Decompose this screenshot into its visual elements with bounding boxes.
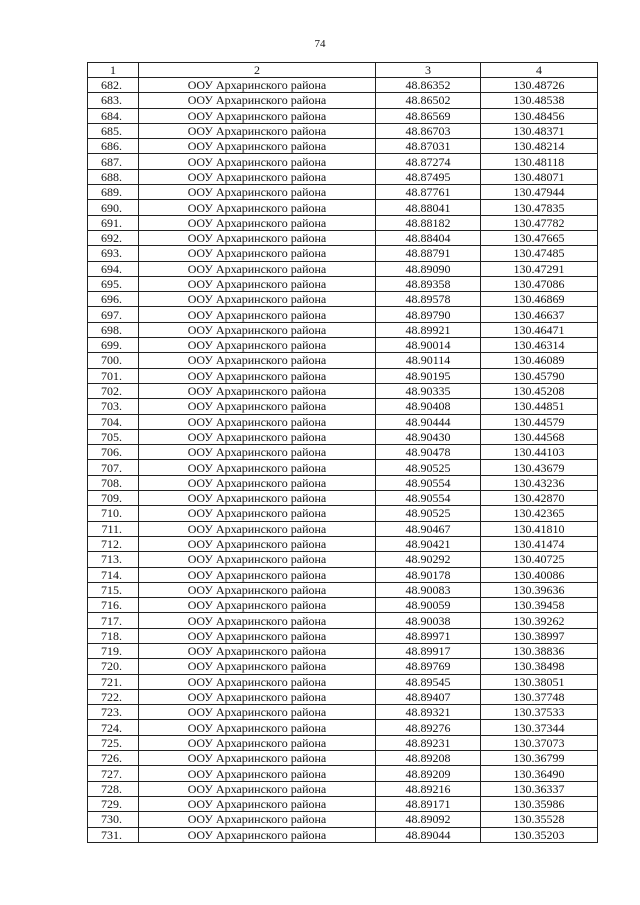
- row-number: 691.: [88, 215, 139, 230]
- object-name: ООУ Архаринского района: [139, 552, 376, 567]
- longitude-value: 130.42870: [481, 491, 598, 506]
- longitude-value: 130.38051: [481, 674, 598, 689]
- table-row: [88, 781, 598, 796]
- table-row: [88, 185, 598, 200]
- longitude-value: 130.44579: [481, 414, 598, 429]
- row-number: 698.: [88, 322, 139, 337]
- table-row: [88, 246, 598, 261]
- row-number: 696.: [88, 292, 139, 307]
- table-row: [88, 230, 598, 245]
- table-row: [88, 796, 598, 811]
- table-row: [88, 766, 598, 781]
- longitude-value: 130.36490: [481, 766, 598, 781]
- row-number: 728.: [88, 781, 139, 796]
- table-row: [88, 582, 598, 597]
- row-number: 705.: [88, 429, 139, 444]
- latitude-value: 48.87761: [376, 185, 481, 200]
- object-name: ООУ Архаринского района: [139, 108, 376, 123]
- row-number: 708.: [88, 475, 139, 490]
- table-row: [88, 368, 598, 383]
- table-row: [88, 353, 598, 368]
- longitude-value: 130.37748: [481, 689, 598, 704]
- longitude-value: 130.48371: [481, 123, 598, 138]
- object-name: ООУ Архаринского района: [139, 506, 376, 521]
- longitude-value: 130.36337: [481, 781, 598, 796]
- object-name: ООУ Архаринского района: [139, 93, 376, 108]
- row-number: 682.: [88, 78, 139, 93]
- object-name: ООУ Архаринского района: [139, 582, 376, 597]
- object-name: ООУ Архаринского района: [139, 659, 376, 674]
- latitude-value: 48.89092: [376, 812, 481, 827]
- latitude-value: 48.88041: [376, 200, 481, 215]
- longitude-value: 130.39262: [481, 613, 598, 628]
- latitude-value: 48.86502: [376, 93, 481, 108]
- row-number: 725.: [88, 735, 139, 750]
- latitude-value: 48.90478: [376, 445, 481, 460]
- row-number: 715.: [88, 582, 139, 597]
- table-row: [88, 169, 598, 184]
- table-row: [88, 812, 598, 827]
- longitude-value: 130.44851: [481, 399, 598, 414]
- table-row: [88, 261, 598, 276]
- object-name: ООУ Архаринского района: [139, 827, 376, 842]
- row-number: 730.: [88, 812, 139, 827]
- longitude-value: 130.40086: [481, 567, 598, 582]
- latitude-value: 48.89044: [376, 827, 481, 842]
- latitude-value: 48.90525: [376, 460, 481, 475]
- object-name: ООУ Архаринского района: [139, 689, 376, 704]
- latitude-value: 48.88791: [376, 246, 481, 261]
- table-row: [88, 399, 598, 414]
- object-name: ООУ Архаринского района: [139, 491, 376, 506]
- object-name: ООУ Архаринского района: [139, 445, 376, 460]
- latitude-value: 48.90335: [376, 383, 481, 398]
- row-number: 690.: [88, 200, 139, 215]
- table-row: [88, 200, 598, 215]
- row-number: 702.: [88, 383, 139, 398]
- row-number: 685.: [88, 123, 139, 138]
- object-name: ООУ Архаринского района: [139, 766, 376, 781]
- object-name: ООУ Архаринского района: [139, 674, 376, 689]
- table-row: [88, 338, 598, 353]
- column-header-2: 2: [139, 63, 376, 78]
- table-row: [88, 154, 598, 169]
- longitude-value: 130.39458: [481, 598, 598, 613]
- longitude-value: 130.38836: [481, 643, 598, 658]
- object-name: ООУ Архаринского района: [139, 796, 376, 811]
- longitude-value: 130.47782: [481, 215, 598, 230]
- row-number: 701.: [88, 368, 139, 383]
- row-number: 723.: [88, 705, 139, 720]
- table-row: [88, 643, 598, 658]
- object-name: ООУ Архаринского района: [139, 338, 376, 353]
- row-number: 713.: [88, 552, 139, 567]
- table-row: [88, 720, 598, 735]
- latitude-value: 48.86703: [376, 123, 481, 138]
- row-number: 724.: [88, 720, 139, 735]
- latitude-value: 48.89216: [376, 781, 481, 796]
- row-number: 692.: [88, 230, 139, 245]
- object-name: ООУ Архаринского района: [139, 643, 376, 658]
- row-number: 699.: [88, 338, 139, 353]
- row-number: 704.: [88, 414, 139, 429]
- row-number: 693.: [88, 246, 139, 261]
- column-header-3: 3: [376, 63, 481, 78]
- table-row: [88, 475, 598, 490]
- latitude-value: 48.90038: [376, 613, 481, 628]
- longitude-value: 130.45208: [481, 383, 598, 398]
- row-number: 710.: [88, 506, 139, 521]
- row-number: 706.: [88, 445, 139, 460]
- object-name: ООУ Архаринского района: [139, 705, 376, 720]
- longitude-value: 130.45790: [481, 368, 598, 383]
- table-row: [88, 659, 598, 674]
- longitude-value: 130.43236: [481, 475, 598, 490]
- longitude-value: 130.43679: [481, 460, 598, 475]
- latitude-value: 48.89545: [376, 674, 481, 689]
- latitude-value: 48.90292: [376, 552, 481, 567]
- object-name: ООУ Архаринского района: [139, 399, 376, 414]
- object-name: ООУ Архаринского района: [139, 368, 376, 383]
- page-number: 74: [314, 38, 326, 50]
- row-number: 686.: [88, 139, 139, 154]
- longitude-value: 130.48071: [481, 169, 598, 184]
- latitude-value: 48.87031: [376, 139, 481, 154]
- row-number: 712.: [88, 536, 139, 551]
- object-name: ООУ Архаринского района: [139, 261, 376, 276]
- table-row: [88, 628, 598, 643]
- table-row: [88, 674, 598, 689]
- longitude-value: 130.38997: [481, 628, 598, 643]
- row-number: 703.: [88, 399, 139, 414]
- table-row: [88, 322, 598, 337]
- row-number: 697.: [88, 307, 139, 322]
- table-row: [88, 521, 598, 536]
- longitude-value: 130.44103: [481, 445, 598, 460]
- object-name: ООУ Архаринского района: [139, 353, 376, 368]
- column-header-1: 1: [88, 63, 139, 78]
- longitude-value: 130.38498: [481, 659, 598, 674]
- row-number: 709.: [88, 491, 139, 506]
- latitude-value: 48.89171: [376, 796, 481, 811]
- table-row: [88, 705, 598, 720]
- object-name: ООУ Архаринского района: [139, 781, 376, 796]
- table-body: [88, 63, 598, 843]
- latitude-value: 48.88404: [376, 230, 481, 245]
- longitude-value: 130.35528: [481, 812, 598, 827]
- object-name: ООУ Архаринского района: [139, 628, 376, 643]
- table-row: [88, 215, 598, 230]
- object-name: ООУ Архаринского района: [139, 460, 376, 475]
- row-number: 689.: [88, 185, 139, 200]
- object-name: ООУ Архаринского района: [139, 414, 376, 429]
- longitude-value: 130.41810: [481, 521, 598, 536]
- table-row: [88, 751, 598, 766]
- longitude-value: 130.41474: [481, 536, 598, 551]
- latitude-value: 48.90178: [376, 567, 481, 582]
- table-row: [88, 445, 598, 460]
- longitude-value: 130.37073: [481, 735, 598, 750]
- table-row: [88, 536, 598, 551]
- table-row: [88, 506, 598, 521]
- row-number: 720.: [88, 659, 139, 674]
- table-row: [88, 108, 598, 123]
- row-number: 721.: [88, 674, 139, 689]
- longitude-value: 130.48456: [481, 108, 598, 123]
- latitude-value: 48.90083: [376, 582, 481, 597]
- latitude-value: 48.90444: [376, 414, 481, 429]
- object-name: ООУ Архаринского района: [139, 276, 376, 291]
- longitude-value: 130.47086: [481, 276, 598, 291]
- longitude-value: 130.35986: [481, 796, 598, 811]
- longitude-value: 130.47665: [481, 230, 598, 245]
- latitude-value: 48.90114: [376, 353, 481, 368]
- table-row: [88, 78, 598, 93]
- row-number: 722.: [88, 689, 139, 704]
- latitude-value: 48.90408: [376, 399, 481, 414]
- latitude-value: 48.90059: [376, 598, 481, 613]
- row-number: 694.: [88, 261, 139, 276]
- latitude-value: 48.90421: [376, 536, 481, 551]
- object-name: ООУ Архаринского района: [139, 139, 376, 154]
- latitude-value: 48.89276: [376, 720, 481, 735]
- row-number: 688.: [88, 169, 139, 184]
- table-row: [88, 93, 598, 108]
- latitude-value: 48.89790: [376, 307, 481, 322]
- longitude-value: 130.46637: [481, 307, 598, 322]
- row-number: 684.: [88, 108, 139, 123]
- object-name: ООУ Архаринского района: [139, 720, 376, 735]
- longitude-value: 130.40725: [481, 552, 598, 567]
- longitude-value: 130.48214: [481, 139, 598, 154]
- row-number: 687.: [88, 154, 139, 169]
- latitude-value: 48.89578: [376, 292, 481, 307]
- table-row: [88, 491, 598, 506]
- row-number: 717.: [88, 613, 139, 628]
- row-number: 716.: [88, 598, 139, 613]
- row-number: 726.: [88, 751, 139, 766]
- table-row: [88, 689, 598, 704]
- table-row: [88, 123, 598, 138]
- latitude-value: 48.89407: [376, 689, 481, 704]
- object-name: ООУ Архаринского района: [139, 521, 376, 536]
- table-row: [88, 307, 598, 322]
- table-row: [88, 552, 598, 567]
- object-name: ООУ Архаринского района: [139, 154, 376, 169]
- object-name: ООУ Архаринского района: [139, 215, 376, 230]
- latitude-value: 48.88182: [376, 215, 481, 230]
- object-name: ООУ Архаринского района: [139, 735, 376, 750]
- object-name: ООУ Архаринского района: [139, 292, 376, 307]
- object-name: ООУ Архаринского района: [139, 475, 376, 490]
- object-name: ООУ Архаринского района: [139, 536, 376, 551]
- latitude-value: 48.90554: [376, 475, 481, 490]
- latitude-value: 48.87274: [376, 154, 481, 169]
- table-row: [88, 613, 598, 628]
- object-name: ООУ Архаринского района: [139, 123, 376, 138]
- row-number: 700.: [88, 353, 139, 368]
- latitude-value: 48.90525: [376, 506, 481, 521]
- object-name: ООУ Архаринского района: [139, 230, 376, 245]
- object-name: ООУ Архаринского района: [139, 598, 376, 613]
- longitude-value: 130.46869: [481, 292, 598, 307]
- table-row: [88, 735, 598, 750]
- table-row: [88, 460, 598, 475]
- latitude-value: 48.90430: [376, 429, 481, 444]
- table-row: [88, 292, 598, 307]
- longitude-value: 130.47485: [481, 246, 598, 261]
- object-name: ООУ Архаринского района: [139, 307, 376, 322]
- coordinates-table: [87, 62, 598, 843]
- latitude-value: 48.86569: [376, 108, 481, 123]
- table-row: [88, 429, 598, 444]
- longitude-value: 130.46471: [481, 322, 598, 337]
- latitude-value: 48.89358: [376, 276, 481, 291]
- longitude-value: 130.44568: [481, 429, 598, 444]
- row-number: 714.: [88, 567, 139, 582]
- object-name: ООУ Архаринского района: [139, 169, 376, 184]
- object-name: ООУ Архаринского района: [139, 383, 376, 398]
- longitude-value: 130.46089: [481, 353, 598, 368]
- row-number: 727.: [88, 766, 139, 781]
- latitude-value: 48.89231: [376, 735, 481, 750]
- longitude-value: 130.47944: [481, 185, 598, 200]
- table-header-row: [88, 63, 598, 78]
- object-name: ООУ Архаринского района: [139, 751, 376, 766]
- latitude-value: 48.89090: [376, 261, 481, 276]
- table-row: [88, 139, 598, 154]
- longitude-value: 130.37344: [481, 720, 598, 735]
- object-name: ООУ Архаринского района: [139, 613, 376, 628]
- latitude-value: 48.90195: [376, 368, 481, 383]
- longitude-value: 130.36799: [481, 751, 598, 766]
- latitude-value: 48.89769: [376, 659, 481, 674]
- row-number: 695.: [88, 276, 139, 291]
- row-number: 731.: [88, 827, 139, 842]
- column-header-4: 4: [481, 63, 598, 78]
- longitude-value: 130.46314: [481, 338, 598, 353]
- latitude-value: 48.89921: [376, 322, 481, 337]
- object-name: ООУ Архаринского района: [139, 246, 376, 261]
- row-number: 729.: [88, 796, 139, 811]
- object-name: ООУ Архаринского района: [139, 200, 376, 215]
- latitude-value: 48.89917: [376, 643, 481, 658]
- latitude-value: 48.89209: [376, 766, 481, 781]
- table-row: [88, 383, 598, 398]
- table-row: [88, 567, 598, 582]
- longitude-value: 130.35203: [481, 827, 598, 842]
- latitude-value: 48.90014: [376, 338, 481, 353]
- table-row: [88, 598, 598, 613]
- table-row: [88, 827, 598, 842]
- latitude-value: 48.90554: [376, 491, 481, 506]
- object-name: ООУ Архаринского района: [139, 185, 376, 200]
- latitude-value: 48.89321: [376, 705, 481, 720]
- latitude-value: 48.87495: [376, 169, 481, 184]
- object-name: ООУ Архаринского района: [139, 78, 376, 93]
- longitude-value: 130.39636: [481, 582, 598, 597]
- longitude-value: 130.47835: [481, 200, 598, 215]
- latitude-value: 48.89971: [376, 628, 481, 643]
- longitude-value: 130.42365: [481, 506, 598, 521]
- row-number: 718.: [88, 628, 139, 643]
- longitude-value: 130.48118: [481, 154, 598, 169]
- longitude-value: 130.37533: [481, 705, 598, 720]
- row-number: 707.: [88, 460, 139, 475]
- object-name: ООУ Архаринского района: [139, 322, 376, 337]
- row-number: 683.: [88, 93, 139, 108]
- table-row: [88, 276, 598, 291]
- row-number: 719.: [88, 643, 139, 658]
- longitude-value: 130.47291: [481, 261, 598, 276]
- table-row: [88, 414, 598, 429]
- object-name: ООУ Архаринского района: [139, 567, 376, 582]
- object-name: ООУ Архаринского района: [139, 429, 376, 444]
- longitude-value: 130.48538: [481, 93, 598, 108]
- latitude-value: 48.89208: [376, 751, 481, 766]
- row-number: 711.: [88, 521, 139, 536]
- object-name: ООУ Архаринского района: [139, 812, 376, 827]
- longitude-value: 130.48726: [481, 78, 598, 93]
- latitude-value: 48.90467: [376, 521, 481, 536]
- latitude-value: 48.86352: [376, 78, 481, 93]
